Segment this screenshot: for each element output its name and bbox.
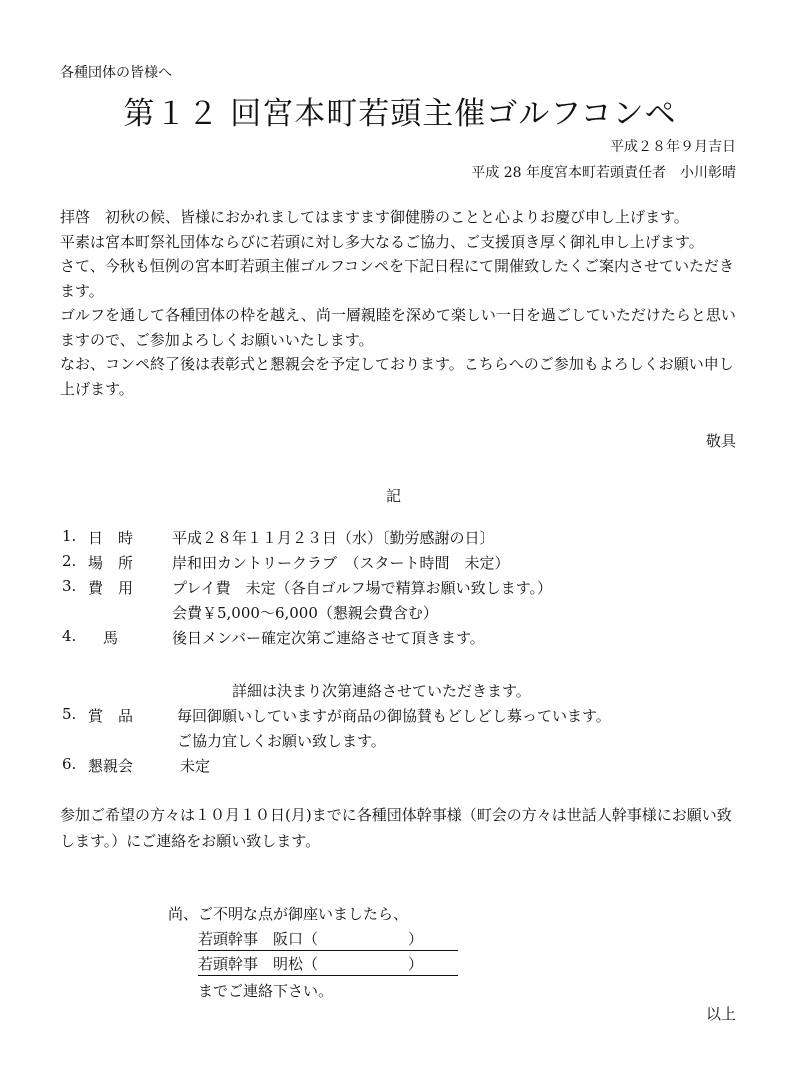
- document-title: 第１２ 回宮本町若頭主催ゴルフコンペ: [123, 96, 677, 132]
- participation-note: 参加ご希望の方々は１０月１０日(月)までに各種団体幹事様（町会の方々は世話人幹事様にお願い致します。）にご連絡をお願い致します。: [60, 806, 732, 850]
- list-item: [62, 552, 762, 576]
- item-label: 賞 品: [88, 707, 134, 725]
- item-value: 後日メンバー確定次第ご連絡させて頂きます。: [172, 629, 485, 647]
- closing-ijo: 以上: [705, 1005, 736, 1023]
- item-value: 毎回御願いしていますが商品の御協賛もどしどし募っています。: [177, 707, 611, 725]
- item-label: 馬: [88, 629, 119, 647]
- item-value: ご協力宜しくお願い致します。: [177, 732, 386, 750]
- body-paragraph: 拝啓 初秋の候、皆様におかれましてはますます御健勝のことと心よりお慶び申し上げます。: [60, 208, 689, 226]
- contact-line: 若頭幹事 阪口（ ）: [198, 928, 458, 951]
- sender: 平成 28 年度宮本町若頭責任者 小川彰晴: [471, 165, 736, 181]
- item-value: 会費￥5,000～6,000（懇親会費含む）: [172, 604, 438, 622]
- item-value: プレイ費 未定（各自ゴルフ場で精算お願い致します。）: [172, 579, 552, 597]
- list-item: [62, 755, 762, 779]
- letter-body: [60, 205, 740, 401]
- item-value: 未定: [180, 757, 211, 775]
- item-number: 1.: [62, 527, 77, 545]
- item-label: 費 用: [88, 579, 134, 597]
- item-number: 2.: [62, 552, 77, 570]
- list-item: [62, 730, 762, 754]
- item-value: 岸和田カントリークラブ （スタート時間 未定）: [172, 554, 510, 572]
- item-label: 場 所: [88, 554, 134, 572]
- issue-date: 平成２８年９月吉日: [610, 139, 736, 155]
- item-value: 平成２８年１１月２３日（水）〔勤労感謝の日〕: [172, 529, 495, 547]
- inquiry-note: 尚、ご不明な点が御座いましたら、: [168, 905, 409, 923]
- item-number: 4.: [62, 627, 77, 645]
- closing-keigu: 敬具: [705, 432, 736, 450]
- list-item: [62, 527, 762, 551]
- item-number: 5.: [62, 705, 77, 723]
- item-number: 3.: [62, 577, 77, 595]
- ki-heading: 記: [386, 487, 402, 505]
- body-paragraph: なお、コンペ終了後は表彰式と懇親会を予定しております。こちらへのご参加もよろしくお願い申し上げます。: [60, 355, 734, 398]
- body-paragraph: 平素は宮本町祭礼団体ならびに若頭に対し多大なるご協力、ご支援頂き厚く御礼申し上げます。: [60, 232, 704, 251]
- closing-note: までご連絡下さい。: [198, 982, 334, 1000]
- item-label: 懇親会: [88, 757, 134, 775]
- list-item: [62, 627, 762, 651]
- item-label: 日 時: [88, 529, 134, 547]
- list-item: [62, 705, 762, 729]
- list-item: [62, 577, 762, 601]
- item-number: 6.: [62, 755, 77, 773]
- contact-line: 若頭幹事 明松（ ）: [198, 953, 458, 976]
- addressee: 各種団体の皆様へ: [60, 65, 172, 81]
- body-paragraph: さて、今秋も恒例の宮本町若頭主催ゴルフコンペを下記日程にて開催致したくご案内させていただきます。: [60, 257, 734, 300]
- body-paragraph: ゴルフを通して各種団体の枠を越え、尚一層親睦を深めて楽しい一日を過ごしていただけたらと思いますので、ご参加よろしくお願いいたします。: [60, 306, 736, 349]
- detail-note: 詳細は決まり次第連絡させていただきます。: [232, 682, 531, 700]
- list-item: [62, 602, 762, 626]
